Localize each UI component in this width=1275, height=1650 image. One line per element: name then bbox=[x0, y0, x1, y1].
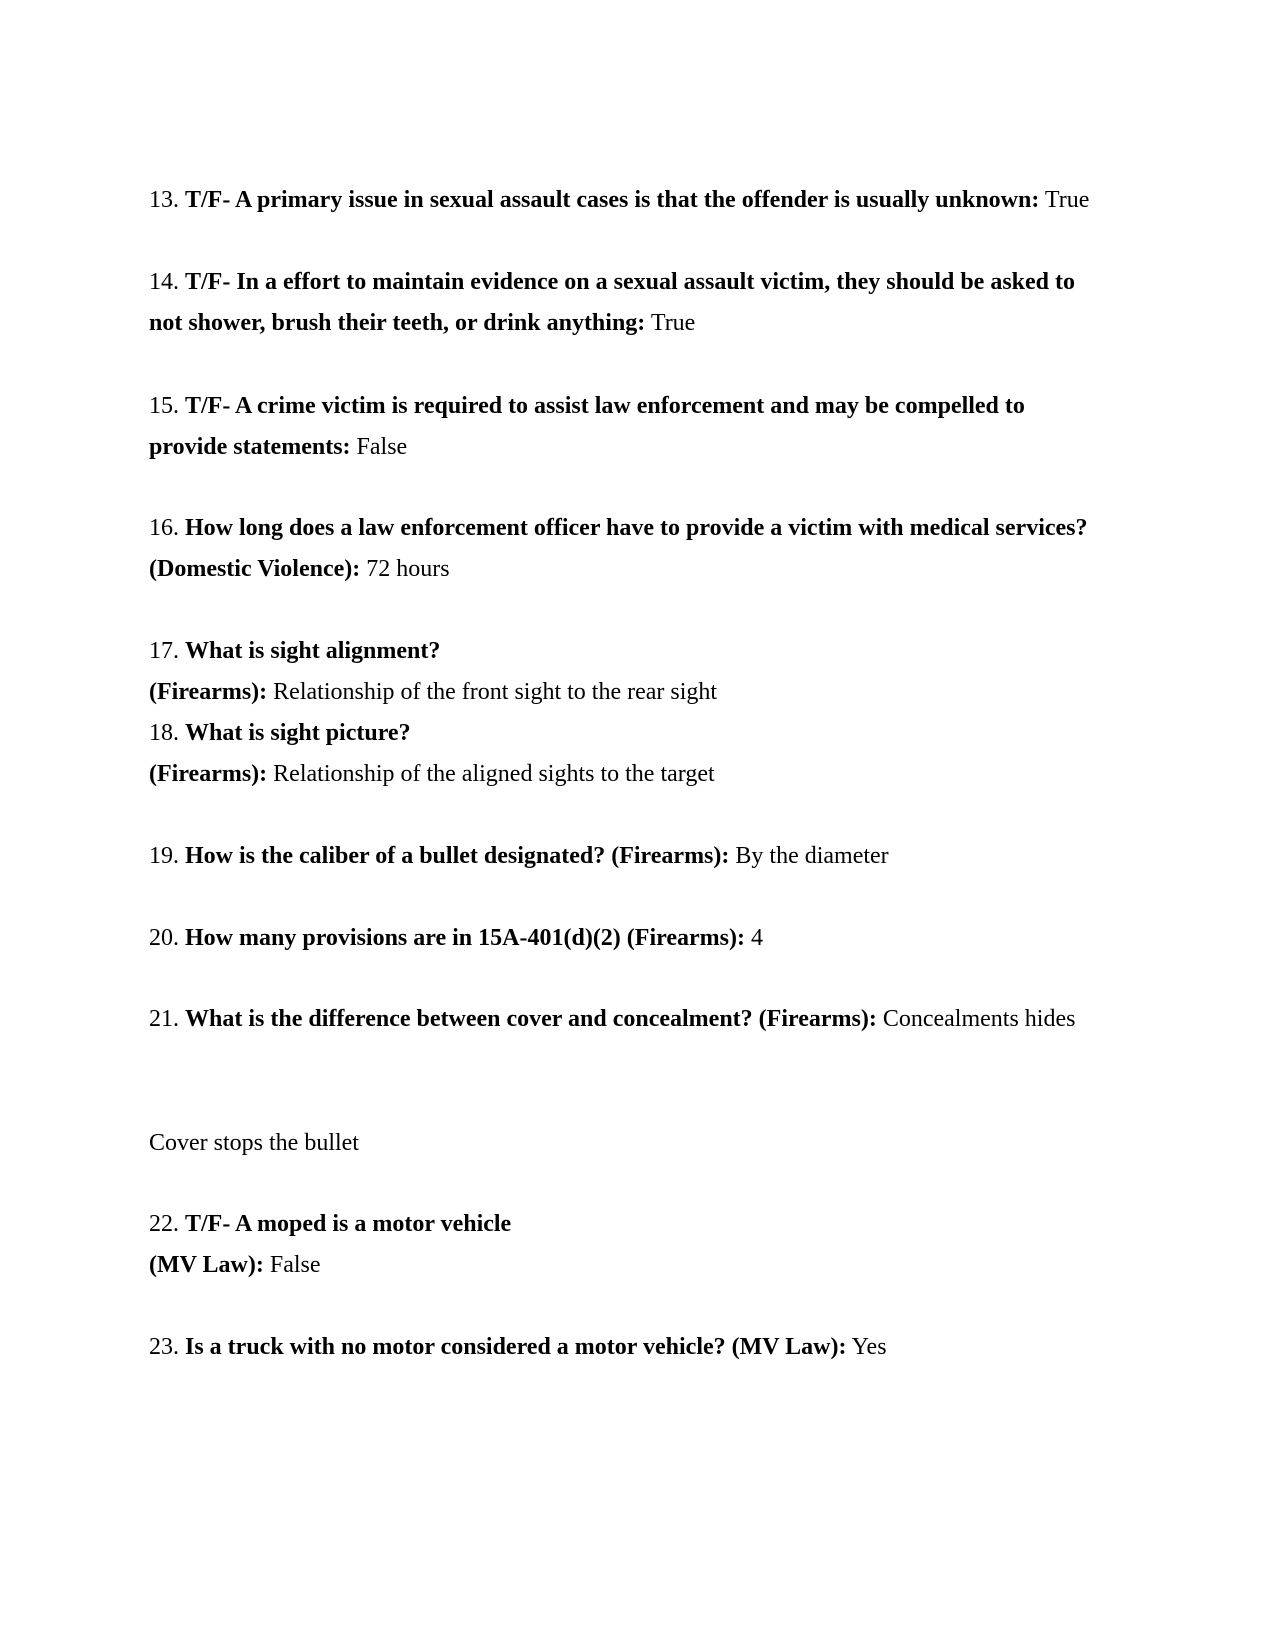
question-number: 13. bbox=[149, 187, 179, 213]
question-18-continued bbox=[149, 760, 1149, 788]
question-text: (Firearms): bbox=[149, 679, 268, 705]
question-number: 20. bbox=[149, 925, 179, 951]
question-text: What is the difference between cover and concealment? (Firearms): bbox=[185, 1006, 877, 1032]
question-text: T/F- A crime victim is required to assist law enforcement and may be compelled to bbox=[185, 393, 1025, 419]
question-number: 23. bbox=[149, 1334, 179, 1360]
question-text: T/F- In a effort to maintain evidence on a sexual assault victim, they should be asked to bbox=[185, 269, 1076, 295]
question-text: What is sight picture? bbox=[185, 720, 411, 746]
question-16-continued bbox=[149, 555, 1149, 583]
answer-text: False bbox=[269, 1252, 321, 1278]
question-22 bbox=[149, 1210, 1149, 1238]
question-20 bbox=[149, 924, 1149, 952]
question-number: 17. bbox=[149, 638, 179, 664]
question-16 bbox=[149, 514, 1149, 542]
question-text: How many provisions are in 15A-401(d)(2) (Firearms): bbox=[185, 925, 745, 951]
answer-text: Concealments hides bbox=[882, 1006, 1076, 1032]
question-14 bbox=[149, 268, 1149, 296]
answer-text: 72 hours bbox=[366, 556, 450, 582]
answer-text: True bbox=[1044, 187, 1090, 213]
question-text: T/F- A primary issue in sexual assault cases is that the offender is usually unknown: bbox=[185, 187, 1040, 213]
answer-text: True bbox=[650, 310, 696, 336]
answer-text: Relationship of the aligned sights to the target bbox=[273, 761, 715, 787]
question-text: provide statements: bbox=[149, 434, 351, 460]
question-23 bbox=[149, 1333, 1149, 1361]
question-19 bbox=[149, 842, 1149, 870]
question-21 bbox=[149, 1005, 1149, 1033]
question-text: (Domestic Violence): bbox=[149, 556, 361, 582]
question-number: 16. bbox=[149, 515, 179, 541]
question-text: T/F- A moped is a motor vehicle bbox=[185, 1211, 512, 1237]
question-text: How long does a law enforcement officer have to provide a victim with medical services? bbox=[185, 515, 1088, 541]
answer-text: False bbox=[356, 434, 408, 460]
question-15-continued bbox=[149, 433, 1149, 461]
question-text: What is sight alignment? bbox=[185, 638, 441, 664]
question-text: (MV Law): bbox=[149, 1252, 264, 1278]
question-text: not shower, brush their teeth, or drink anything: bbox=[149, 310, 646, 336]
question-number: 22. bbox=[149, 1211, 179, 1237]
question-text: Is a truck with no motor considered a motor vehicle? (MV Law): bbox=[185, 1334, 847, 1360]
answer-text: Cover stops the bullet bbox=[149, 1130, 359, 1156]
question-13 bbox=[149, 186, 1149, 214]
question-number: 15. bbox=[149, 393, 179, 419]
question-number: 18. bbox=[149, 720, 179, 746]
answer-text: Yes bbox=[851, 1334, 887, 1360]
question-22-continued bbox=[149, 1251, 1149, 1279]
question-number: 21. bbox=[149, 1006, 179, 1032]
question-17 bbox=[149, 637, 1149, 665]
question-17-continued bbox=[149, 678, 1149, 706]
question-15 bbox=[149, 392, 1149, 420]
answer-text: 4 bbox=[750, 925, 763, 951]
answer-text: Relationship of the front sight to the rear sight bbox=[273, 679, 718, 705]
question-number: 19. bbox=[149, 843, 179, 869]
question-number: 14. bbox=[149, 269, 179, 295]
question-14-continued bbox=[149, 309, 1149, 337]
question-18 bbox=[149, 719, 1149, 747]
question-text: (Firearms): bbox=[149, 761, 268, 787]
answer-text: By the diameter bbox=[735, 843, 889, 869]
question-21-continued bbox=[149, 1129, 1149, 1157]
question-text: How is the caliber of a bullet designated? (Firearms): bbox=[185, 843, 730, 869]
